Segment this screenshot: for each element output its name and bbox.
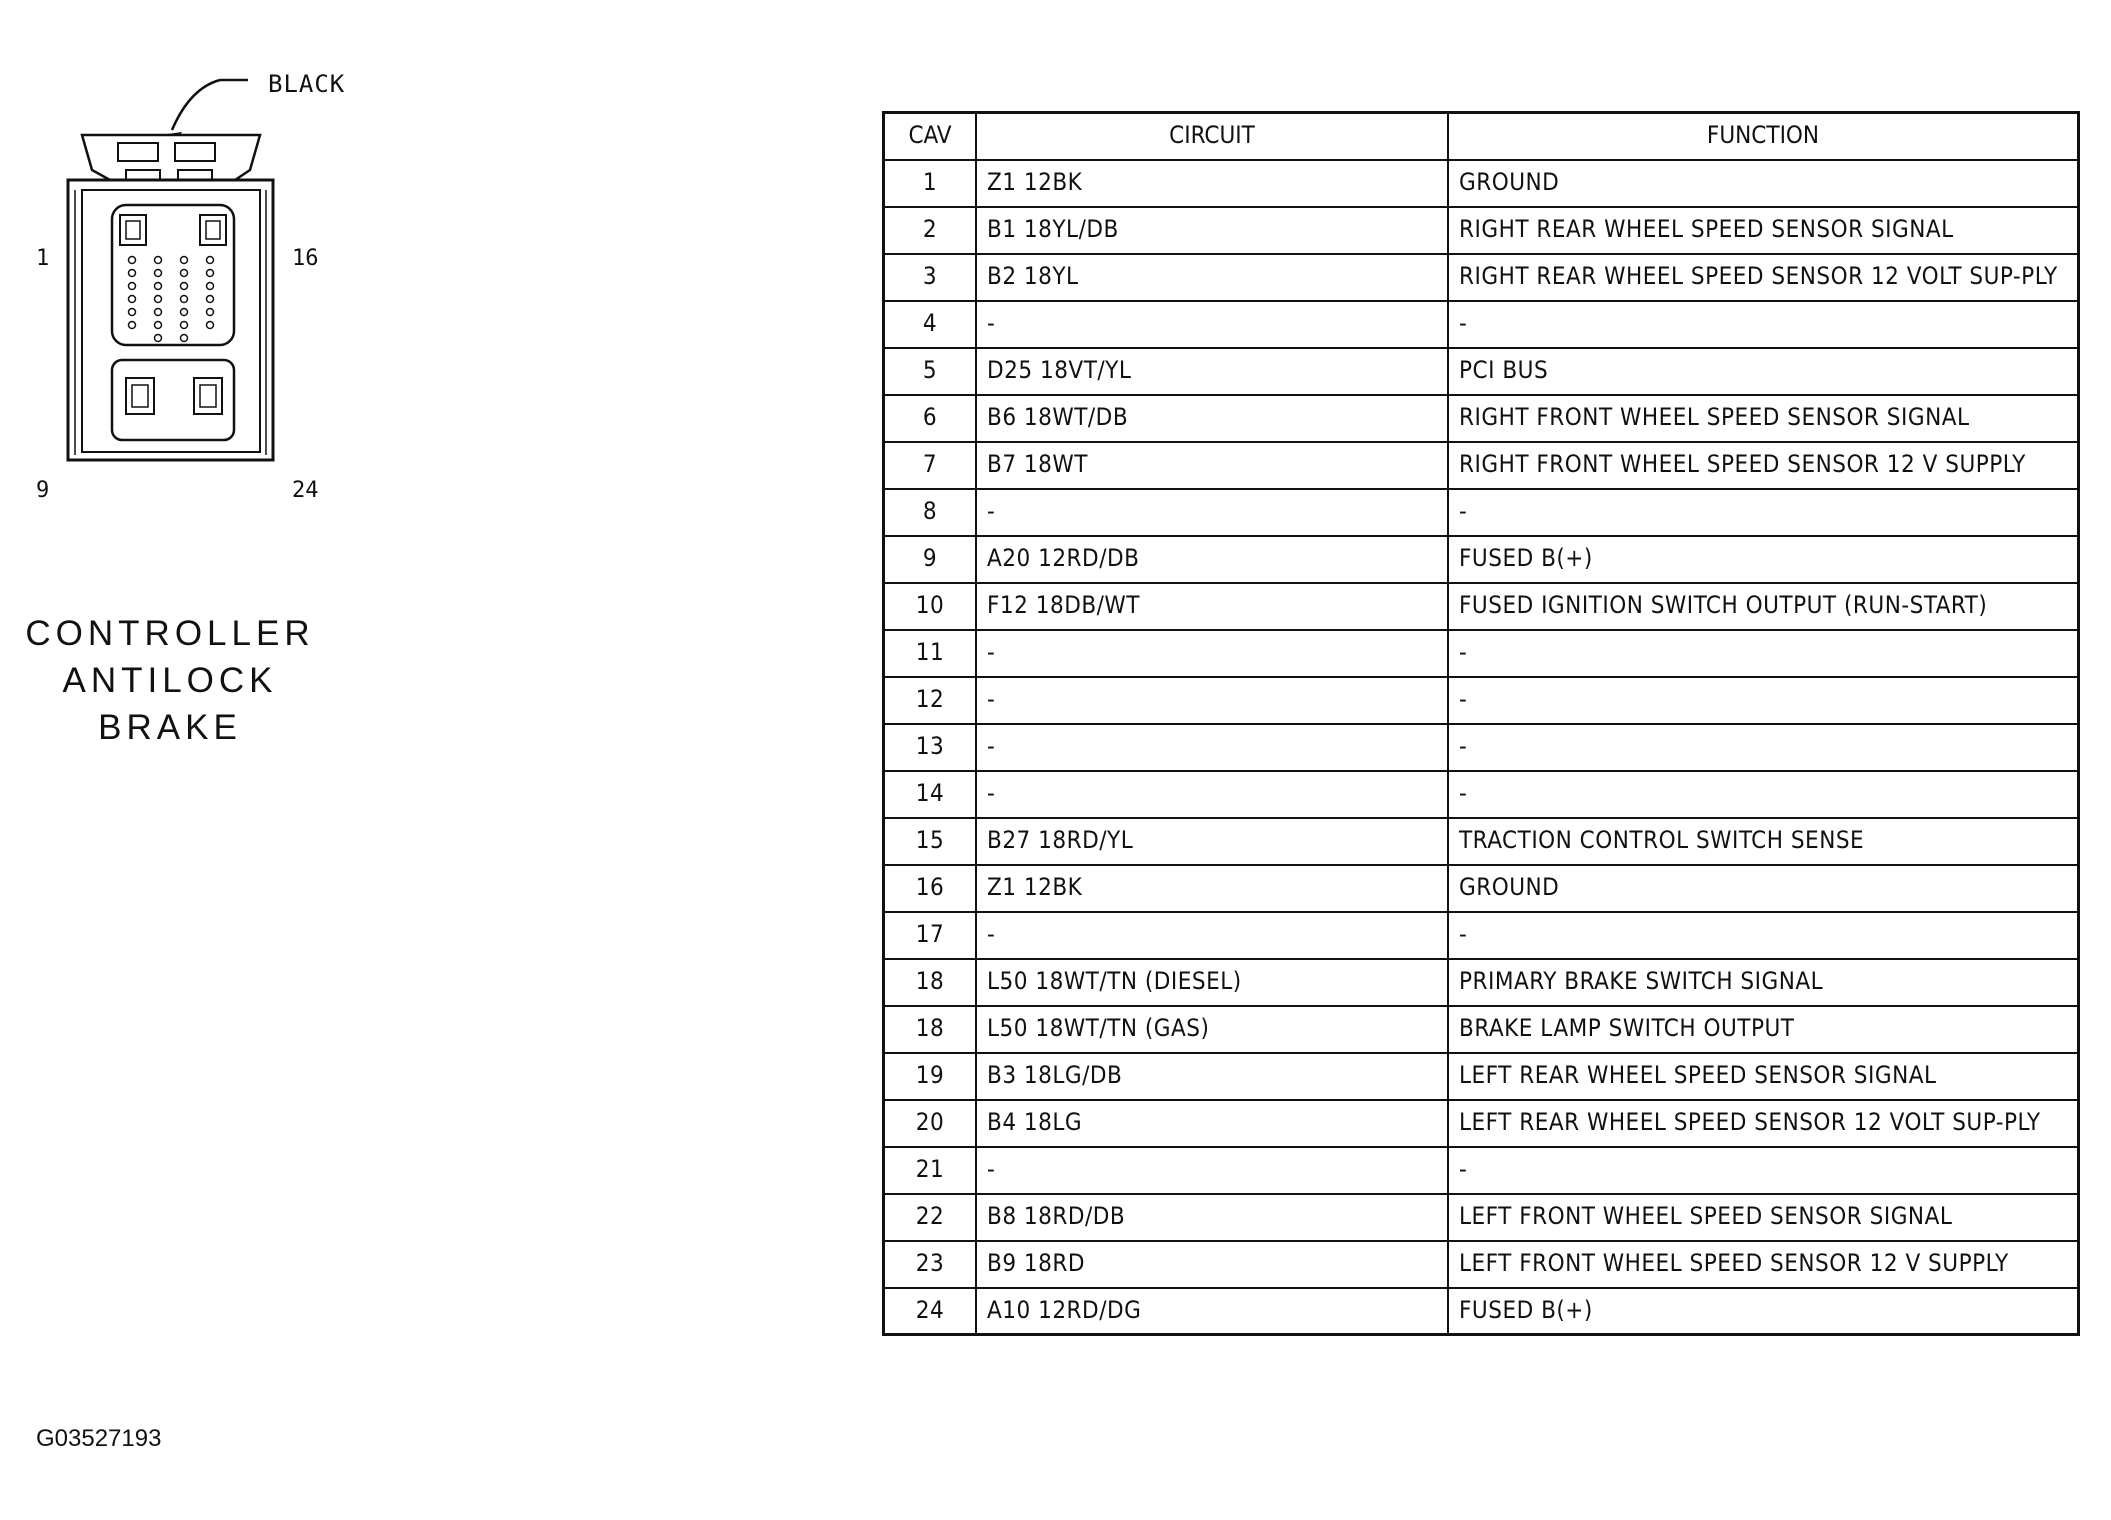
pin-cavity-dot [207,283,214,290]
table-row [884,677,2079,724]
table-row [884,912,2079,959]
table-row [884,536,2079,583]
header-cav: CAV [884,113,977,160]
circuit-cell: - [976,771,1448,818]
figure-id: G03527193 [36,1425,162,1452]
cav-cell: 6 [884,395,977,442]
pin-cavity-dot [181,270,188,277]
table-row [884,818,2079,865]
cav-cell: 2 [884,207,977,254]
connector-outline [20,60,380,480]
cav-cell: 18 [884,1006,977,1053]
table-row [884,583,2079,630]
pinout-table [882,111,2080,1336]
function-cell: - [1448,677,2079,724]
table-row [884,489,2079,536]
pin-label-9: 9 [36,478,50,503]
table-row [884,348,2079,395]
caption-line-1: CONTROLLER [25,614,315,653]
table-row [884,865,2079,912]
cav-cell: 19 [884,1053,977,1100]
pin-cavity-dot [155,335,162,342]
circuit-cell: - [976,912,1448,959]
pin-cavity-dot [181,335,188,342]
pin-cavity-dot [181,322,188,329]
function-cell: FUSED B(+) [1448,1288,2079,1335]
circuit-cell: - [976,630,1448,677]
function-cell: RIGHT REAR WHEEL SPEED SENSOR 12 VOLT SUP-PLY [1448,254,2079,301]
pin-cavity-dot [129,296,136,303]
table-header-row [884,113,2079,160]
function-cell: TRACTION CONTROL SWITCH SENSE [1448,818,2079,865]
circuit-cell: B6 18WT/DB [976,395,1448,442]
function-cell: - [1448,301,2079,348]
circuit-cell: B7 18WT [976,442,1448,489]
function-cell: PCI BUS [1448,348,2079,395]
circuit-cell: - [976,724,1448,771]
table-row [884,1288,2079,1335]
circuit-cell: - [976,489,1448,536]
pin-cavity-dot [155,270,162,277]
circuit-cell: D25 18VT/YL [976,348,1448,395]
circuit-cell: B3 18LG/DB [976,1053,1448,1100]
cav-cell: 4 [884,301,977,348]
caption-line-3: BRAKE [98,708,242,747]
pin-cavity-dot [181,309,188,316]
connector-caption [20,610,320,751]
circuit-cell: L50 18WT/TN (DIESEL) [976,959,1448,1006]
table-row [884,959,2079,1006]
cav-cell: 1 [884,160,977,207]
table-row [884,1053,2079,1100]
pin-cavity-dot [155,322,162,329]
cav-cell: 20 [884,1100,977,1147]
table-row [884,254,2079,301]
function-cell: LEFT FRONT WHEEL SPEED SENSOR 12 V SUPPLY [1448,1241,2079,1288]
function-cell: - [1448,1147,2079,1194]
circuit-cell: - [976,301,1448,348]
function-cell: FUSED B(+) [1448,536,2079,583]
circuit-cell: Z1 12BK [976,160,1448,207]
cav-cell: 14 [884,771,977,818]
circuit-cell: B4 18LG [976,1100,1448,1147]
table-row [884,160,2079,207]
function-cell: LEFT FRONT WHEEL SPEED SENSOR SIGNAL [1448,1194,2079,1241]
circuit-cell: B8 18RD/DB [976,1194,1448,1241]
cav-cell: 9 [884,536,977,583]
cav-cell: 5 [884,348,977,395]
circuit-cell: - [976,677,1448,724]
table-row [884,442,2079,489]
table-row [884,1100,2079,1147]
table-row [884,395,2079,442]
cav-cell: 21 [884,1147,977,1194]
function-cell: RIGHT FRONT WHEEL SPEED SENSOR SIGNAL [1448,395,2079,442]
pin-cavity-dot [129,270,136,277]
cav-cell: 13 [884,724,977,771]
circuit-cell: B27 18RD/YL [976,818,1448,865]
header-function: FUNCTION [1448,113,2079,160]
table-row [884,1006,2079,1053]
table-row [884,724,2079,771]
cav-cell: 15 [884,818,977,865]
connector-color-label: BLACK [268,70,346,98]
cav-cell: 22 [884,1194,977,1241]
circuit-cell: Z1 12BK [976,865,1448,912]
table-row [884,630,2079,677]
cav-cell: 10 [884,583,977,630]
pin-label-16: 16 [292,246,319,271]
table-row [884,207,2079,254]
pinout-table-body [884,160,2079,1335]
circuit-cell: A20 12RD/DB [976,536,1448,583]
pin-label-24: 24 [292,478,319,503]
circuit-cell: L50 18WT/TN (GAS) [976,1006,1448,1053]
table-row [884,1194,2079,1241]
cav-cell: 3 [884,254,977,301]
cav-cell: 23 [884,1241,977,1288]
function-cell: FUSED IGNITION SWITCH OUTPUT (RUN-START) [1448,583,2079,630]
circuit-cell: A10 12RD/DG [976,1288,1448,1335]
function-cell: GROUND [1448,160,2079,207]
cav-cell: 18 [884,959,977,1006]
cav-cell: 17 [884,912,977,959]
pin-cavity-dot [129,309,136,316]
function-cell: - [1448,771,2079,818]
pin-label-1: 1 [36,246,50,271]
function-cell: LEFT REAR WHEEL SPEED SENSOR SIGNAL [1448,1053,2079,1100]
pin-cavity-dot [155,283,162,290]
function-cell: PRIMARY BRAKE SWITCH SIGNAL [1448,959,2079,1006]
pin-cavity-dot [181,257,188,264]
table-row [884,771,2079,818]
pin-cavity-dot [155,296,162,303]
pin-cavity-dot [155,309,162,316]
function-cell: RIGHT FRONT WHEEL SPEED SENSOR 12 V SUPPLY [1448,442,2079,489]
pin-cavity-dot [129,283,136,290]
function-cell: - [1448,724,2079,771]
pin-cavity-dot [207,309,214,316]
table-row [884,1241,2079,1288]
cav-cell: 16 [884,865,977,912]
pin-cavity-dot [129,322,136,329]
function-cell: GROUND [1448,865,2079,912]
table-row [884,1147,2079,1194]
caption-line-2: ANTILOCK [62,661,278,700]
pin-cavity-dot [129,257,136,264]
table-row [884,301,2079,348]
circuit-cell: B9 18RD [976,1241,1448,1288]
circuit-cell: B1 18YL/DB [976,207,1448,254]
function-cell: RIGHT REAR WHEEL SPEED SENSOR SIGNAL [1448,207,2079,254]
function-cell: - [1448,912,2079,959]
circuit-cell: F12 18DB/WT [976,583,1448,630]
connector-diagram [20,60,380,503]
header-circuit: CIRCUIT [976,113,1448,160]
pin-cavity-dot [155,257,162,264]
pin-cavity-dot [207,270,214,277]
pin-cavity-dot [207,257,214,264]
cav-cell: 8 [884,489,977,536]
pin-cavity-dot [181,296,188,303]
function-cell: - [1448,630,2079,677]
cav-cell: 7 [884,442,977,489]
circuit-cell: B2 18YL [976,254,1448,301]
cav-cell: 11 [884,630,977,677]
cav-cell: 12 [884,677,977,724]
pin-cavity-dot [181,283,188,290]
circuit-cell: - [976,1147,1448,1194]
pin-cavity-dot [207,296,214,303]
pin-cavity-dot [207,322,214,329]
function-cell: BRAKE LAMP SWITCH OUTPUT [1448,1006,2079,1053]
function-cell: LEFT REAR WHEEL SPEED SENSOR 12 VOLT SUP-PLY [1448,1100,2079,1147]
function-cell: - [1448,489,2079,536]
cav-cell: 24 [884,1288,977,1335]
